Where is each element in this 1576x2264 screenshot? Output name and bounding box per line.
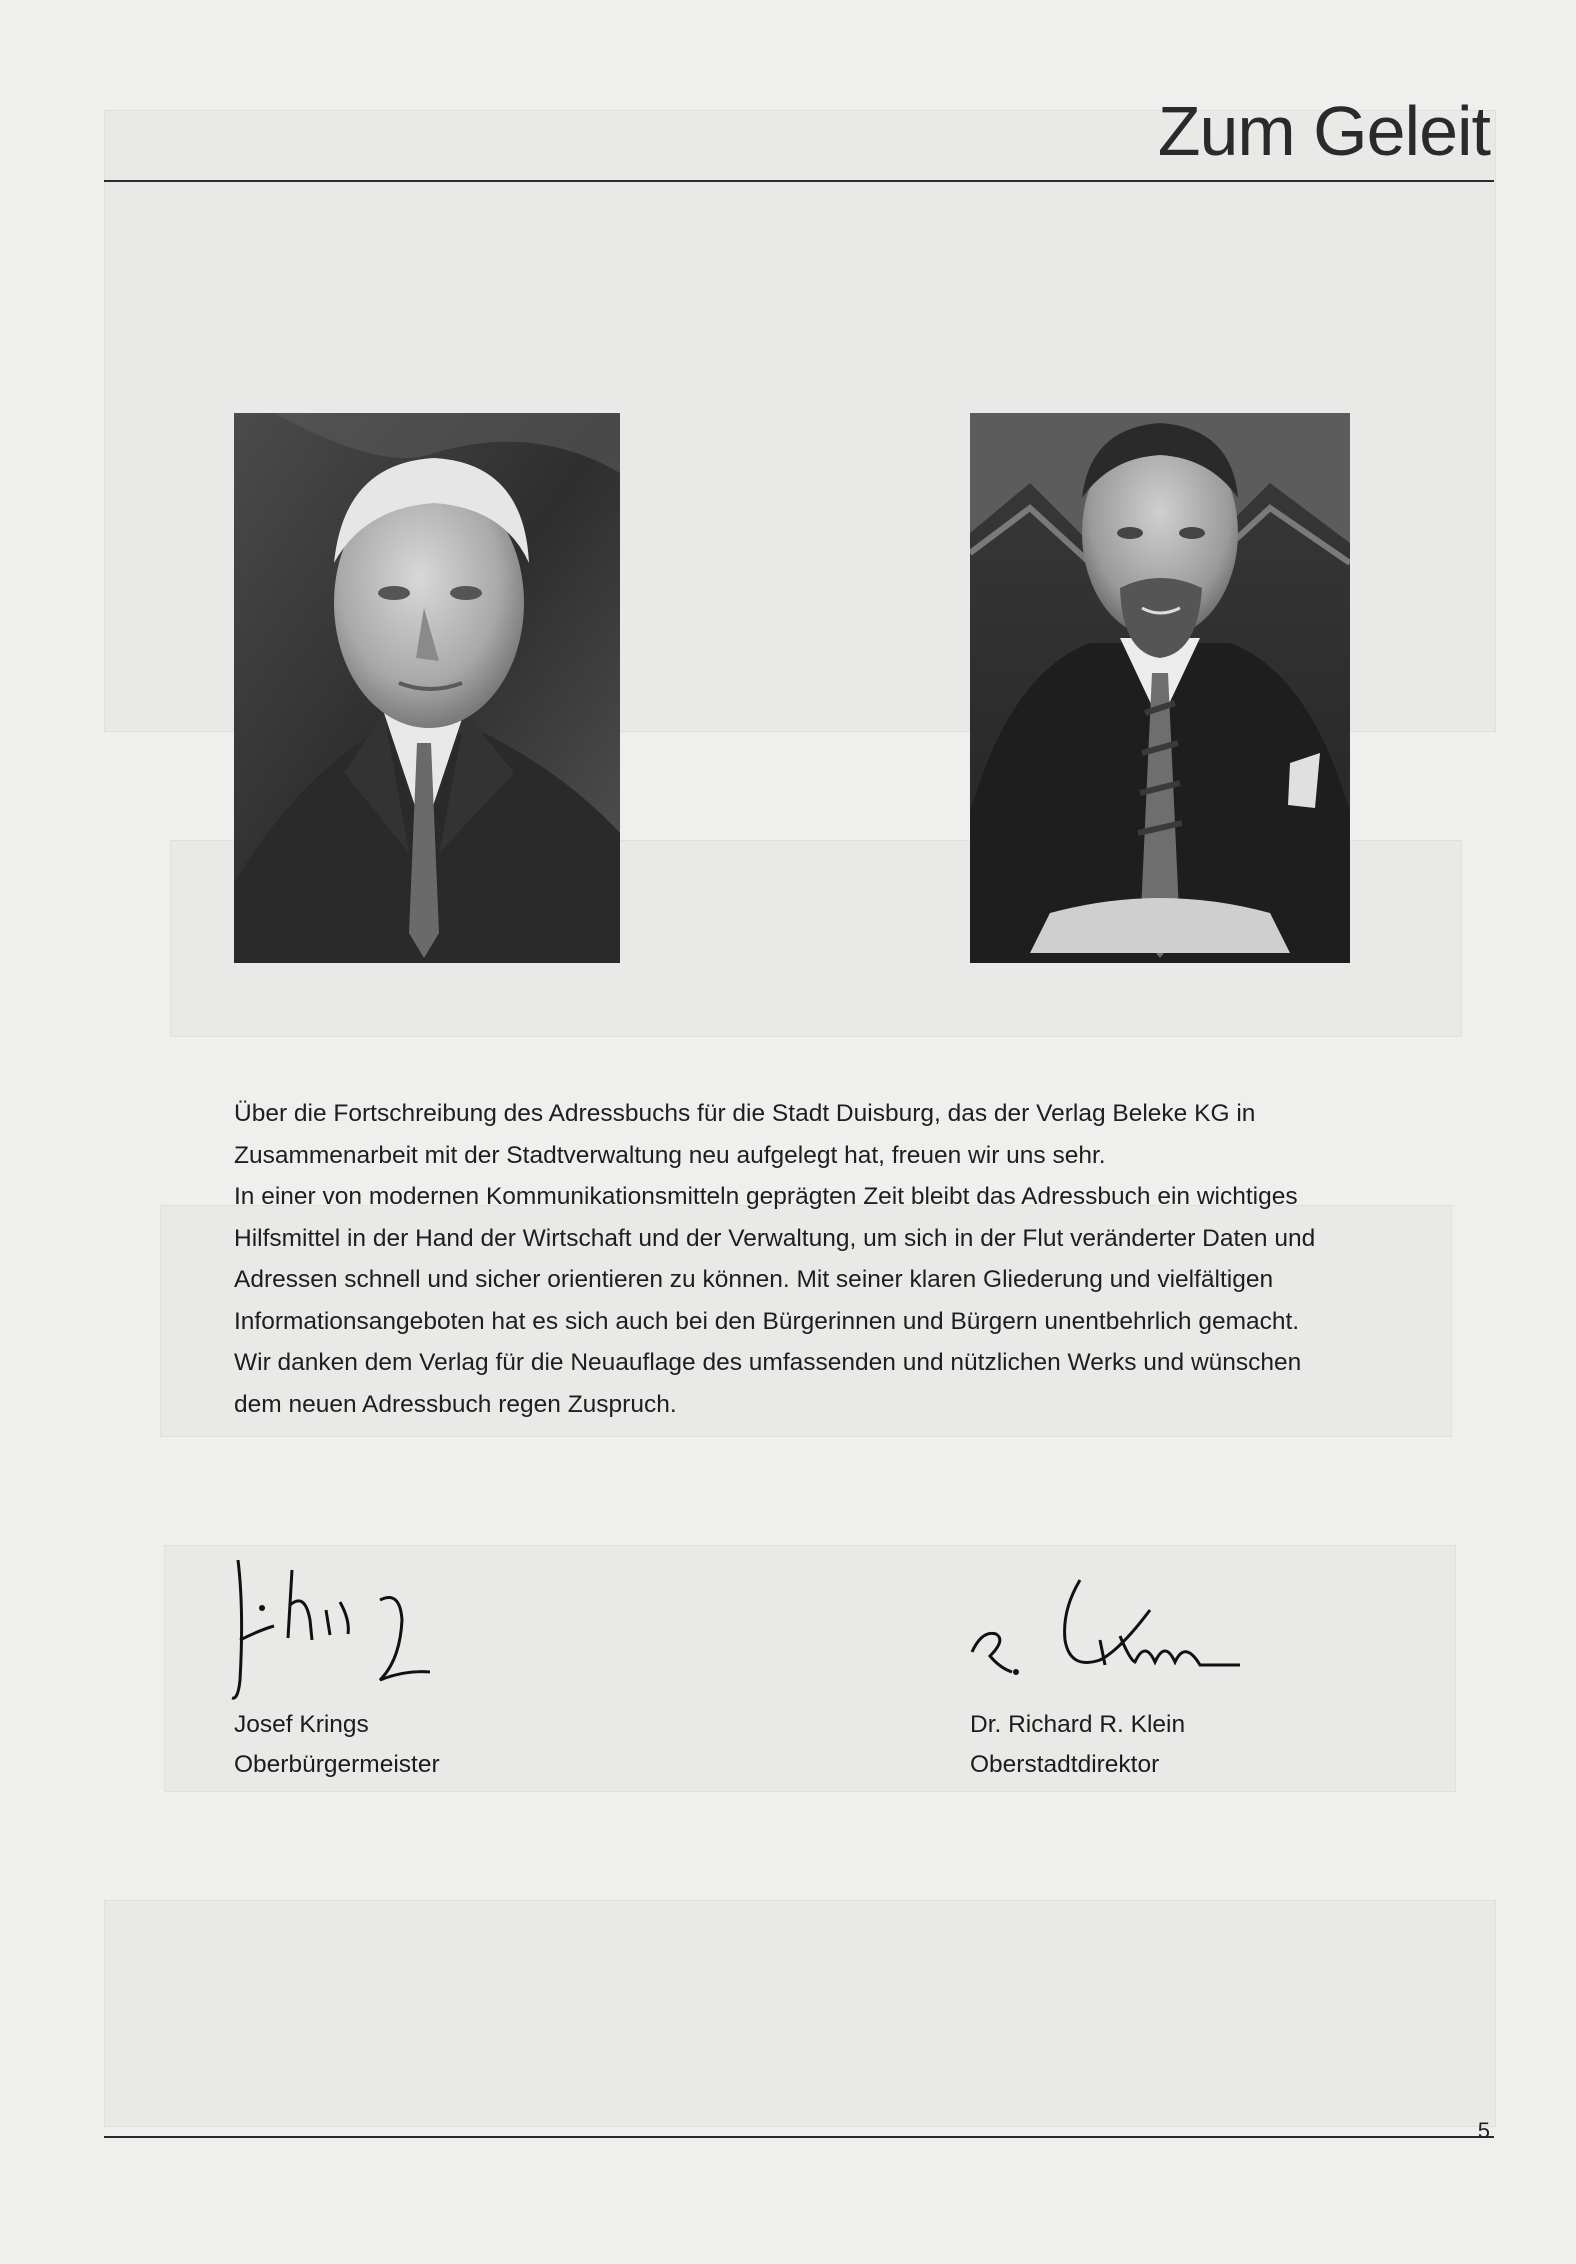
body-paragraph: Über die Fortschreibung des Adressbuchs für die Stadt Duisburg, das der Verlag Beleke KG in Zusammenarbeit mit der Stadtverwaltung neu aufgelegt hat, freuen wir uns sehr. [234,1100,1256,1169]
portrait-photo-right [970,413,1350,963]
bleed-through-box [104,1900,1496,2127]
top-rule [104,180,1494,182]
page-title: Zum Geleit [1157,92,1490,170]
portrait-photo-left [234,413,620,963]
signatory-role: Oberbürgermeister [234,1751,440,1778]
signature-block-left [234,1530,574,1785]
portrait-right-graphic [970,413,1350,963]
body-paragraph: Wir danken dem Verlag für die Neuauflage des umfassenden und nützlichen Werks und wünschen dem neuen Adressbuch regen Zuspruch. [234,1349,1302,1418]
signatory-role: Oberstadtdirektor [970,1751,1160,1778]
bottom-rule [104,2136,1494,2138]
page-number: 5 [1477,2118,1490,2143]
signatory-name: Josef Krings [234,1711,369,1738]
handwritten-signature-klein [970,1570,1250,1705]
handwritten-signature-krings [230,1530,430,1705]
signatory-name: Dr. Richard R. Klein [970,1711,1186,1738]
signature-block-right [970,1570,1310,1785]
body-paragraph: In einer von modernen Kommunikationsmitteln geprägten Zeit bleibt das Adressbuch ein wichtiges Hilfsmittel in der Hand der Wirtschaft und der Verwaltung, um sich in der Flut veränderter Daten und Adressen schnell und sicher orientieren zu können. Mit seiner klaren Gliederung und vielfältigen Informationsangeboten hat es sich auch bei den Bürgerinnen und Bürgern unentbehrlich gemacht. [234,1183,1316,1335]
body-text [234,1093,1354,1425]
portrait-left-graphic [234,413,620,963]
